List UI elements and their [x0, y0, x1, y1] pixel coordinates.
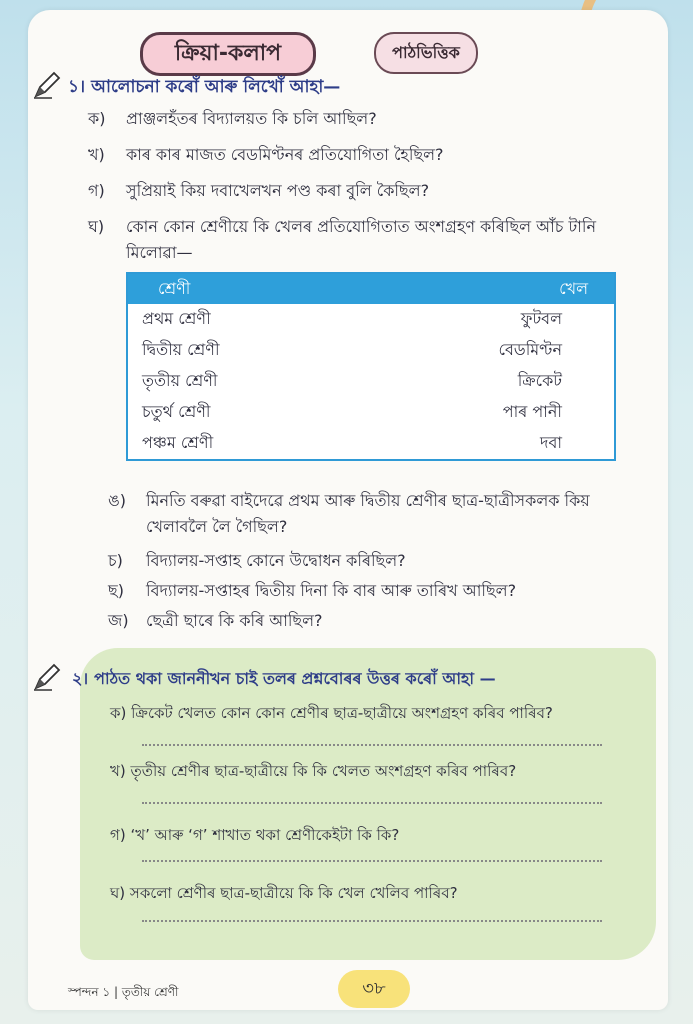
book-footer: স্পন্দন ১ | তৃতীয় শ্ৰেণী [68, 985, 179, 999]
table-cell: বেডমিণ্টন [498, 340, 562, 359]
item-text: বিদ্যালয়-সপ্তাহৰ দ্বিতীয় দিনা কি বাৰ আৰু তাৰিখ আছিল? [146, 581, 517, 600]
question-title: আলোচনা কৰোঁ আৰু লিখোঁ আহা— [91, 77, 341, 97]
pencil-icon [32, 662, 62, 692]
item-label: জ) [108, 611, 129, 630]
table-cell: দ্বিতীয় শ্ৰেণী [142, 340, 220, 359]
list-item [88, 178, 628, 204]
list-item [108, 578, 648, 604]
list-item [110, 758, 650, 784]
item-text: কোন কোন শ্ৰেণীয়ে কি খেলৰ প্ৰতিযোগিতাত অংশগ্ৰহণ কৰিছিল আঁচ টানি মিলোৱা— [126, 217, 597, 262]
item-label: ছ) [108, 581, 124, 600]
answer-line[interactable] [142, 920, 602, 922]
table-cell: পঞ্চম শ্ৰেণী [142, 433, 214, 452]
question-1-heading [68, 74, 340, 102]
list-item [108, 488, 648, 540]
item-text: মিনতি বৰুৱা বাইদেৱে প্ৰথম আৰু দ্বিতীয় শ্ৰেণীৰ ছাত্ৰ-ছাত্ৰীসকলক কিয় খেলাবলৈ লৈ গৈছিল? [146, 491, 590, 536]
table-row [128, 335, 614, 366]
table-cell: ক্ৰিকেট [517, 371, 562, 390]
item-text: তৃতীয় শ্ৰেণীৰ ছাত্ৰ-ছাত্ৰীয়ে কি কি খেলত অংশগ্ৰহণ কৰিব পাৰিব? [130, 762, 517, 780]
activity-tag: ক্রিয়া-কলাপ [140, 32, 316, 76]
table-header [128, 274, 614, 304]
item-label: ক) [88, 109, 106, 128]
item-text: ছেত্ৰী ছাৰে কি কৰি আছিল? [146, 611, 323, 630]
lesson-based-tag: পাঠভিত্তিক [374, 32, 478, 74]
list-item [88, 106, 628, 132]
item-text: কাৰ কাৰ মাজত বেডমিণ্টনৰ প্ৰতিযোগিতা হৈছিল? [126, 145, 444, 164]
table-cell: প্ৰথম শ্ৰেণী [142, 309, 211, 328]
pencil-icon [32, 70, 62, 100]
list-item [110, 880, 650, 906]
item-text: ক্ৰিকেট খেলত কোন কোন শ্ৰেণীৰ ছাত্ৰ-ছাত্ৰীয়ে অংশগ্ৰহণ কৰিব পাৰিব? [131, 704, 553, 722]
item-label: গ) [110, 826, 126, 844]
list-item [108, 608, 648, 634]
page-number: ৩৮ [338, 970, 410, 1008]
list-item [88, 214, 648, 266]
answer-line[interactable] [142, 860, 602, 862]
list-item [110, 700, 650, 726]
question-number: ১। [68, 77, 86, 97]
item-text: প্ৰাঞ্জলহঁতৰ বিদ্যালয়ত কি চলি আছিল? [126, 109, 377, 128]
matching-table [126, 272, 616, 461]
exercise-box [80, 648, 656, 960]
item-label: খ) [88, 145, 105, 164]
table-cell: ফুটবল [520, 309, 562, 328]
table-cell: দবা [540, 433, 562, 452]
table-cell: পাৰ পানী [502, 402, 562, 421]
item-text: সকলো শ্ৰেণীৰ ছাত্ৰ-ছাত্ৰীয়ে কি কি খেল খেলিব পাৰিব? [129, 884, 458, 902]
column-header-class: শ্ৰেণী [158, 278, 191, 298]
column-header-game: খেল [559, 278, 588, 298]
item-label: ক) [110, 704, 127, 722]
list-item [88, 142, 628, 168]
item-label: চ) [108, 551, 123, 570]
list-item [108, 548, 648, 574]
item-label: ঘ) [88, 217, 105, 236]
item-text: সুপ্ৰিয়াই কিয় দবাখেলখন পণ্ড কৰা বুলি কৈছিল? [126, 181, 430, 200]
list-item [110, 822, 650, 848]
table-row [128, 428, 614, 459]
question-number: ২। [72, 669, 89, 688]
table-row [128, 366, 614, 397]
table-row [128, 304, 614, 335]
table-row [128, 397, 614, 428]
item-label: ঙ) [108, 491, 126, 510]
answer-line[interactable] [142, 744, 602, 746]
item-label: গ) [88, 181, 105, 200]
table-cell: চতুৰ্থ শ্ৰেণী [142, 402, 211, 421]
textbook-page [28, 10, 668, 1010]
answer-line[interactable] [142, 802, 602, 804]
table-cell: তৃতীয় শ্ৰেণী [142, 371, 218, 390]
question-title: পাঠত থকা জাননীখন চাই তলৰ প্ৰশ্নবোৰৰ উত্তৰ কৰোঁ আহা — [94, 669, 496, 688]
item-text: বিদ্যালয়-সপ্তাহ কোনে উদ্বোধন কৰিছিল? [146, 551, 406, 570]
question-2-heading [72, 666, 496, 693]
item-label: খ) [110, 762, 126, 780]
item-label: ঘ) [110, 884, 126, 902]
item-text: ‘খ’ আৰু ‘গ’ শাখাত থকা শ্ৰেণীকেইটা কি কি? [130, 826, 400, 844]
